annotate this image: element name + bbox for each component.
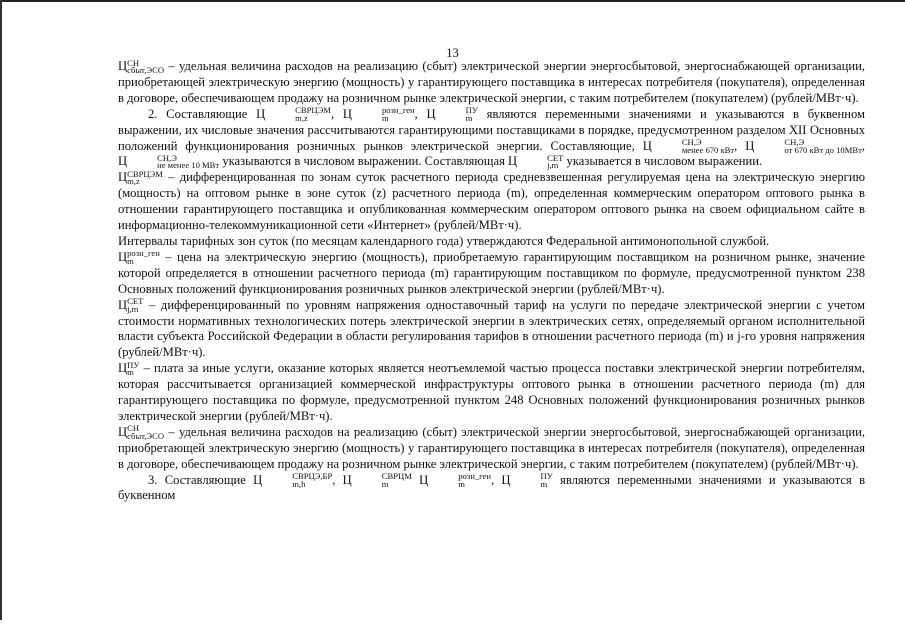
symbol-c-rozn-gen: Ц розн_ген m bbox=[118, 248, 160, 266]
symbol-c-rozn-gen: Ц розн_ген m bbox=[342, 105, 415, 123]
symbol-c-sbyt-eso: Ц СН сбыт,ЭСО bbox=[118, 57, 165, 75]
page-edge-left bbox=[0, 0, 2, 640]
page-bottom-margin bbox=[0, 620, 905, 640]
paragraph-rozn-gen-definition: Ц розн_ген m – цена на электрическую энергию (мощность), приобретаемую гарантирующим поставщиком на розничном рынке, значение которой определяется в отношении расчетного периода (m) гарантирующим поставщиком по формуле, предусмотренной пунктом 238 Основных положений функционирования розничных рынков электрической энергии (рублей/МВт·ч). bbox=[118, 248, 865, 296]
symbol-c-svrcem: Ц СВРЦЭМ m,z bbox=[118, 168, 163, 187]
paragraph-svrcem-definition: Ц СВРЦЭМ m,z – дифференцированная по зонам суток расчетного периода средневзвешенная регулируемая цена на электрическую энергию (мощность) на оптовом рынке в зоне суток (z) расчетного периода (m), определенная коммерческим оператором оптового рынка в отношении гарантирующего поставщика и опубликованная коммерческим оператором оптового рынка на своем официальном сайте в информационно-телекоммуникационной сети «Интернет» (рублей/МВт·ч). bbox=[118, 168, 865, 233]
symbol-c-svrcm: Ц СВРЦМ m bbox=[342, 471, 412, 489]
symbol-c-sbyt-eso: Ц СН сбыт,ЭСО bbox=[118, 423, 165, 441]
paragraph-sbyt-definition: Ц СН сбыт,ЭСО – удельная величина расходов на реализацию (сбыт) электрической энергии энергосбытовой, энергоснабжающей организации, приобретающей электрическую энергию (мощность) у гарантирующего поставщика в интересах потребителя (покупателя), определенная в договоре, обеспечивающем продажу на розничном рынке электрической энергии, с таким потребителем (покупателем) (рублей/МВт·ч). bbox=[118, 57, 865, 105]
symbol-c-set: Ц СЕТ j,m bbox=[508, 152, 564, 171]
document-body bbox=[118, 59, 865, 504]
symbol-c-pu: Ц ПУ m bbox=[426, 105, 478, 123]
paragraph-2-components: 2. Составляющие Ц СВРЦЭМ m,z , Ц розн_ген m , Ц ПУ m являются переменными значениями и указываются в буквенном выражении, их числовые значения рассчитываются гарантирующими поставщиками в порядке, предусмотренном разделом XII Основных положений функционирования розничных рынков электрической энергии. Составляющие, Ц СН,Э менее 670 кВт , Ц СН,Э от 670 кВт до 10МВт , Ц СН,Э не менее 10 МВт указываются в числовом выражении. Составляющая Ц СЕТ j,m указывается в числовом выражении. bbox=[118, 105, 866, 171]
page-edge-top bbox=[0, 0, 905, 2]
symbol-c-pu: Ц ПУ m bbox=[118, 359, 140, 378]
symbol-c-set: Ц СЕТ j,m bbox=[118, 296, 144, 314]
paragraph-3-components: 3. Составляющие Ц СВРЦЭ,БР m,h , Ц СВРЦМ m Ц розн_ген m , Ц ПУ m являются переменными значениями и указываются в буквенном bbox=[118, 471, 866, 503]
symbol-c-rozn-gen: Ц розн_ген m bbox=[419, 471, 491, 489]
symbol-c-sn-less-670: Ц СН,Э менее 670 кВт bbox=[642, 137, 735, 155]
paragraph-sbyt-definition-2: Ц СН сбыт,ЭСО – удельная величина расходов на реализацию (сбыт) электрической энергии энергосбытовой, энергоснабжающей организации, приобретающей электрическую энергию (мощность) у гарантирующего поставщика в интересах потребителя (покупателя), определенная в договоре, обеспечивающем продажу на розничном рынке электрической энергии, с таким потребителем (покупателем) (рублей/МВт·ч). bbox=[118, 423, 865, 471]
paragraph-set-definition: Ц СЕТ j,m – дифференцированный по уровням напряжения одноставочный тариф на услуги по передаче электрической энергии с учетом стоимости нормативных технологических потерь электрической энергии в электрических сетях, определяемый органом исполнительной власти субъекта Российской Федерации в области регулирования тарифов в отношении расчетного периода (m) и j-го уровня напряжения (рублей/МВт·ч). bbox=[118, 296, 865, 360]
page-number: 13 bbox=[446, 46, 459, 60]
symbol-c-pu: Ц ПУ m bbox=[501, 471, 553, 489]
paragraph-tariff-zones: Интервалы тарифных зон суток (по месяцам календарного года) утверждаются Федеральной антимонопольной службой. bbox=[118, 233, 770, 248]
symbol-c-sn-670-10: Ц СН,Э от 670 кВт до 10МВт bbox=[745, 137, 862, 155]
symbol-c-svrce-br: Ц СВРЦЭ,БР m,h bbox=[253, 471, 333, 489]
symbol-c-svrcem: Ц СВРЦЭМ m,z bbox=[256, 105, 331, 123]
paragraph-pu-definition: Ц ПУ m – плата за иные услуги, оказание которых является неотъемлемой частью процесса поставки электрической энергии потребителям, которая рассчитывается организацией коммерческой инфраструктуры оптового рынка в отношении расчетного периода (m) для гарантирующего поставщика по формуле, предусмотренной пунктом 248 Основных положений функционирования розничных рынков электрической энергии (рублей/МВт·ч). bbox=[118, 359, 865, 423]
symbol-c-sn-10mw: Ц СН,Э не менее 10 МВт bbox=[118, 152, 220, 171]
